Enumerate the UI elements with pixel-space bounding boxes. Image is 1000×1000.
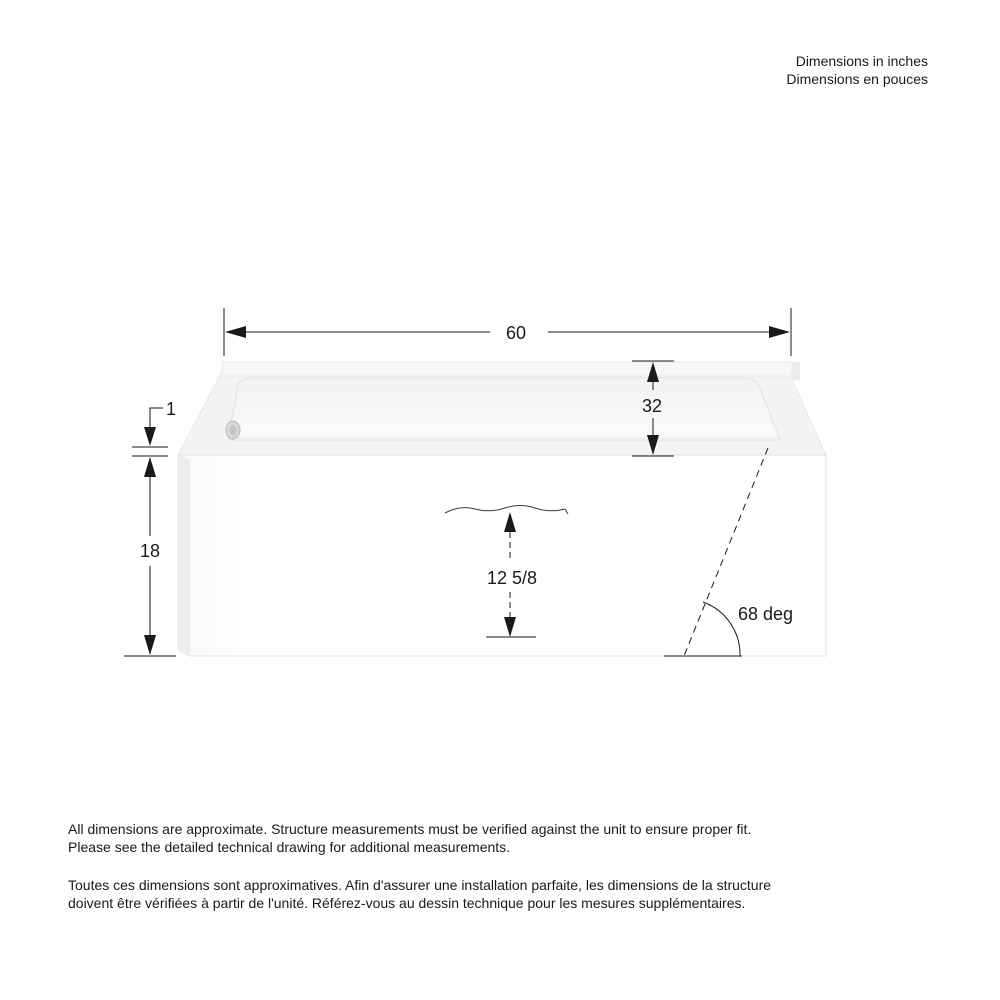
units-french: Dimensions en pouces	[786, 71, 928, 87]
length-label: 60	[505, 323, 527, 343]
tub-apron-edge	[178, 455, 190, 656]
tub-apron	[178, 455, 826, 656]
height-arrow-top	[144, 457, 156, 477]
tub-basin	[228, 378, 780, 440]
rim-leader	[150, 408, 163, 430]
height-arrow-bottom	[144, 635, 156, 655]
length-arrow-right	[769, 326, 790, 338]
water-depth-label: 12 5/8	[486, 568, 538, 588]
disclaimer-english: All dimensions are approximate. Structure measurements must be verified against the unit to ensure proper fit. Please see the detailed technical drawing for additional measurements.	[68, 821, 752, 855]
tub-side-step	[792, 362, 800, 380]
rim-arrow	[144, 427, 156, 446]
depth-label: 32	[641, 396, 663, 416]
tub-flange	[222, 362, 792, 376]
rim-label: 1	[166, 399, 177, 419]
disclaimer-french: Toutes ces dimensions sont approximatives. Afin d'assurer une installation parfaite, les dimensions de la structure doivent être vérifiées à partir de l'unité. Référez-vous au dessin technique pour les mesures supplémentaires.	[68, 877, 772, 911]
units-english: Dimensions in inches	[795, 53, 928, 69]
dimension-rim	[132, 408, 168, 447]
drain-icon	[226, 421, 240, 439]
height-label: 18	[139, 541, 161, 561]
length-arrow-left	[225, 326, 246, 338]
angle-label: 68 deg	[738, 604, 794, 624]
